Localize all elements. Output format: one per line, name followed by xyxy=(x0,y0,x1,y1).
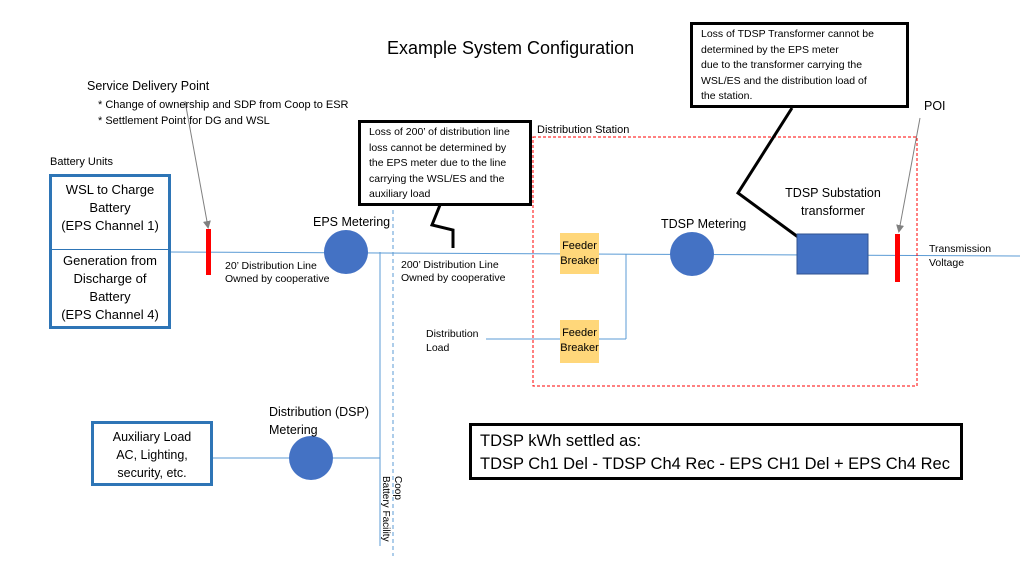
tdsp-substation-line-1: TDSP Substation xyxy=(785,186,881,200)
aux-load-line-2: AC, Lighting, xyxy=(116,448,188,462)
distribution-load-label xyxy=(426,327,479,355)
feeder-breaker-load xyxy=(560,320,599,363)
battery-charge-line-2: Battery xyxy=(89,200,131,215)
transformer-callout-line-5: the station. xyxy=(701,90,753,102)
feeder-breaker-load-line-1: Feeder xyxy=(562,327,597,339)
coop-label-line-2: Battery Facility xyxy=(380,476,391,542)
transmission-voltage-line-1: Transmission xyxy=(929,243,992,255)
poi-label: POI xyxy=(924,99,946,113)
transmission-voltage-label xyxy=(929,242,991,270)
sdp-marker xyxy=(206,229,211,275)
distribution-load-line-1: Distribution xyxy=(426,328,479,340)
dist-line-callout-line-1: Loss of 200’ of distribution line xyxy=(369,126,510,138)
dist-line-loss-callout xyxy=(358,120,532,206)
eps-metering-label: EPS Metering xyxy=(313,215,391,229)
coop-battery-facility-label xyxy=(379,476,403,552)
dist-line-callout-line-2: loss cannot be determined by xyxy=(369,141,507,154)
tdsp-substation-transformer-symbol xyxy=(797,234,868,274)
settlement-box xyxy=(469,423,963,480)
battery-units-label: Battery Units xyxy=(50,156,113,168)
tdsp-substation-line-2: transformer xyxy=(801,204,865,218)
battery-charge-box xyxy=(49,174,171,252)
dist-line-callout-pointer xyxy=(432,205,453,248)
line-200-label xyxy=(401,259,505,285)
battery-charge-line-1: WSL to Charge xyxy=(65,182,155,197)
feeder-breaker-main-line-2: Breaker xyxy=(560,255,599,267)
transformer-callout-line-2: determined by the EPS meter xyxy=(701,43,839,56)
battery-discharge-line-3: Battery xyxy=(89,289,131,304)
tdsp-meter-symbol xyxy=(670,232,714,276)
battery-charge-line-3: (EPS Channel 1) xyxy=(61,218,159,233)
sdp-bullet-1: * Change of ownership and SDP from Coop to ESR xyxy=(98,99,349,111)
distribution-station-label: Distribution Station xyxy=(537,124,630,136)
distribution-load-line-2: Load xyxy=(426,342,450,354)
line-20-line-1: 20’ Distribution Line xyxy=(225,260,317,272)
sdp-bullet-2: * Settlement Point for DG and WSL xyxy=(98,115,270,127)
page-title: Example System Configuration xyxy=(387,38,635,58)
aux-load-line-3: security, etc. xyxy=(117,466,187,480)
dsp-metering-line-1: Distribution (DSP) xyxy=(269,405,370,419)
dist-line-callout-line-5: auxiliary load xyxy=(369,188,431,200)
battery-discharge-line-1: Generation from xyxy=(63,253,157,268)
auxiliary-load-box xyxy=(91,421,213,486)
line-20-label xyxy=(225,260,329,286)
feeder-breaker-main xyxy=(560,233,599,274)
coop-label-line-1: Coop xyxy=(392,476,403,500)
line-20-line-2: Owned by cooperative xyxy=(225,273,330,285)
transformer-callout-line-4: WSL/ES and the distribution load of xyxy=(701,74,867,87)
transformer-loss-callout xyxy=(690,22,909,108)
poi-marker xyxy=(895,234,900,282)
dist-line-callout-line-4: carrying the WSL/ES and the xyxy=(369,172,505,185)
tdsp-substation-label xyxy=(778,184,888,220)
line-200-line-2: Owned by cooperative xyxy=(401,272,506,284)
battery-discharge-line-4: (EPS Channel 4) xyxy=(61,307,159,322)
settlement-line-1: TDSP kWh settled as: xyxy=(480,432,642,450)
tdsp-metering-label: TDSP Metering xyxy=(661,217,747,231)
dsp-meter-symbol xyxy=(289,436,333,480)
eps-meter-symbol xyxy=(324,230,368,274)
feeder-breaker-load-line-2: Breaker xyxy=(560,342,599,354)
aux-load-line-1: Auxiliary Load xyxy=(112,430,192,444)
dist-line-callout-line-3: the EPS meter due to the line xyxy=(369,157,507,169)
dsp-metering-line-2: Metering xyxy=(269,423,318,437)
transmission-voltage-line-2: Voltage xyxy=(929,257,965,269)
dsp-metering-label xyxy=(269,403,369,439)
transformer-callout-line-1: Loss of TDSP Transformer cannot be xyxy=(701,28,874,40)
sdp-heading: Service Delivery Point xyxy=(87,79,210,93)
feeder-breaker-main-line-1: Feeder xyxy=(562,240,597,252)
battery-discharge-line-2: Discharge of xyxy=(73,271,147,286)
transformer-callout-line-3: due to the transformer carrying the xyxy=(701,59,863,71)
line-200-line-1: 200’ Distribution Line xyxy=(401,259,499,271)
battery-discharge-box xyxy=(49,249,171,329)
settlement-line-2: TDSP Ch1 Del - TDSP Ch4 Rec - EPS CH1 Del + EPS Ch4 Rec xyxy=(480,455,950,473)
